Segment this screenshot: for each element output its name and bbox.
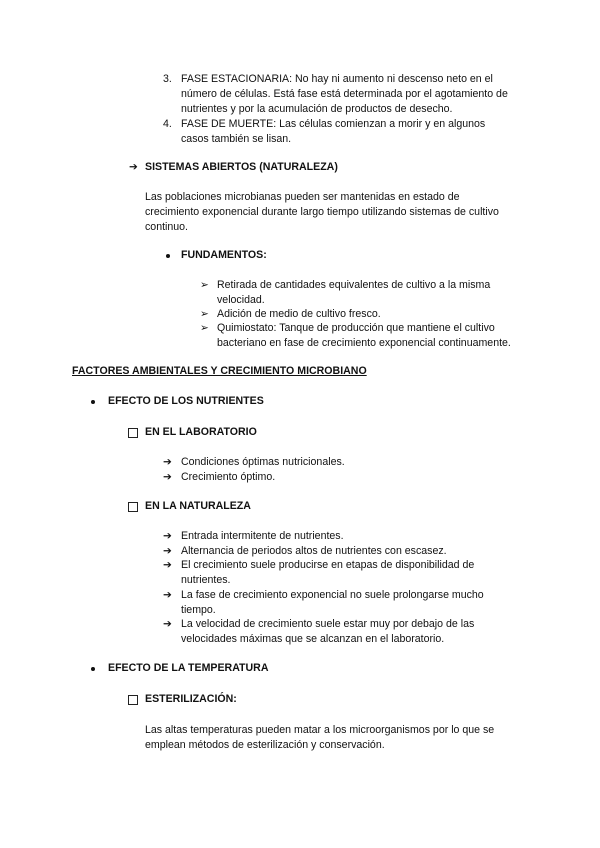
phase-text-line: nutrientes y por la acumulación de productos de desecho.	[181, 103, 453, 115]
paragraph-line: continuo.	[145, 221, 188, 233]
phase-text-line: número de células. Está fase está determinada por el agotamiento de	[181, 88, 508, 100]
list-item-line: Condiciones óptimas nutricionales.	[181, 456, 345, 468]
open-systems-heading: SISTEMAS ABIERTOS (NATURALEZA)	[145, 161, 338, 173]
paragraph-line: Las poblaciones microbianas pueden ser mantenidas en estado de	[145, 191, 460, 203]
phase-text-line: FASE DE MUERTE: Las células comienzan a morir y en algunos	[181, 118, 486, 130]
list-item-line: La velocidad de crecimiento suele estar muy por debajo de las	[181, 618, 475, 630]
arrow-icon: ➔	[163, 545, 172, 557]
list-item-line: Alternancia de periodos altos de nutrientes con escasez.	[181, 545, 447, 557]
arrowhead-icon: ➢	[200, 308, 209, 320]
phase-number: 4.	[163, 118, 172, 130]
nutrients-heading: EFECTO DE LOS NUTRIENTES	[108, 395, 264, 407]
phase-text-line: FASE ESTACIONARIA: No hay ni aumento ni descenso neto en el	[181, 73, 493, 85]
list-item-line: Entrada intermitente de nutrientes.	[181, 530, 344, 542]
section-title: FACTORES AMBIENTALES Y CRECIMIENTO MICROBIANO	[72, 365, 367, 377]
list-item-line: nutrientes.	[181, 574, 231, 586]
phase-text-line: casos también se lisan.	[181, 133, 292, 145]
bullet-icon	[91, 400, 95, 404]
arrowhead-icon: ➢	[200, 279, 209, 291]
arrow-icon: ➔	[163, 456, 172, 468]
arrow-icon: ➔	[163, 530, 172, 542]
paragraph-line: Las altas temperaturas pueden matar a los microorganismos por lo que se	[145, 724, 495, 736]
list-item-line: El crecimiento suele producirse en etapas de disponibilidad de	[181, 559, 475, 571]
list-item-line: velocidad.	[217, 294, 265, 306]
checkbox-icon	[128, 695, 138, 705]
paragraph-line: emplean métodos de esterilización y conservación.	[145, 739, 385, 751]
arrow-icon: ➔	[163, 559, 172, 571]
checkbox-icon	[128, 502, 138, 512]
temperature-heading: EFECTO DE LA TEMPERATURA	[108, 662, 269, 674]
list-item-line: La fase de crecimiento exponencial no suele prolongarse mucho	[181, 589, 484, 601]
paragraph-line: crecimiento exponencial durante largo tiempo utilizando sistemas de cultivo	[145, 206, 499, 218]
list-item-line: Crecimiento óptimo.	[181, 471, 276, 483]
arrow-icon: ➔	[129, 161, 138, 173]
arrowhead-icon: ➢	[200, 322, 209, 334]
list-item-line: Adición de medio de cultivo fresco.	[217, 308, 381, 320]
arrow-icon: ➔	[163, 471, 172, 483]
arrow-icon: ➔	[163, 589, 172, 601]
bullet-icon	[91, 667, 95, 671]
sterilization-heading: ESTERILIZACIÓN:	[145, 693, 237, 705]
phase-number: 3.	[163, 73, 172, 85]
list-item-line: tiempo.	[181, 604, 216, 616]
list-item-line: bacteriano en fase de crecimiento exponencial continuamente.	[217, 337, 511, 349]
nature-heading: EN LA NATURALEZA	[145, 500, 251, 512]
fundamentals-heading: FUNDAMENTOS:	[181, 249, 267, 261]
list-item-line: velocidades máximas que se alcanzan en el laboratorio.	[181, 633, 445, 645]
lab-heading: EN EL LABORATORIO	[145, 426, 257, 438]
bullet-icon	[166, 254, 170, 258]
checkbox-icon	[128, 428, 138, 438]
list-item-line: Retirada de cantidades equivalentes de cultivo a la misma	[217, 279, 491, 291]
arrow-icon: ➔	[163, 618, 172, 630]
list-item-line: Quimiostato: Tanque de producción que mantiene el cultivo	[217, 322, 495, 334]
